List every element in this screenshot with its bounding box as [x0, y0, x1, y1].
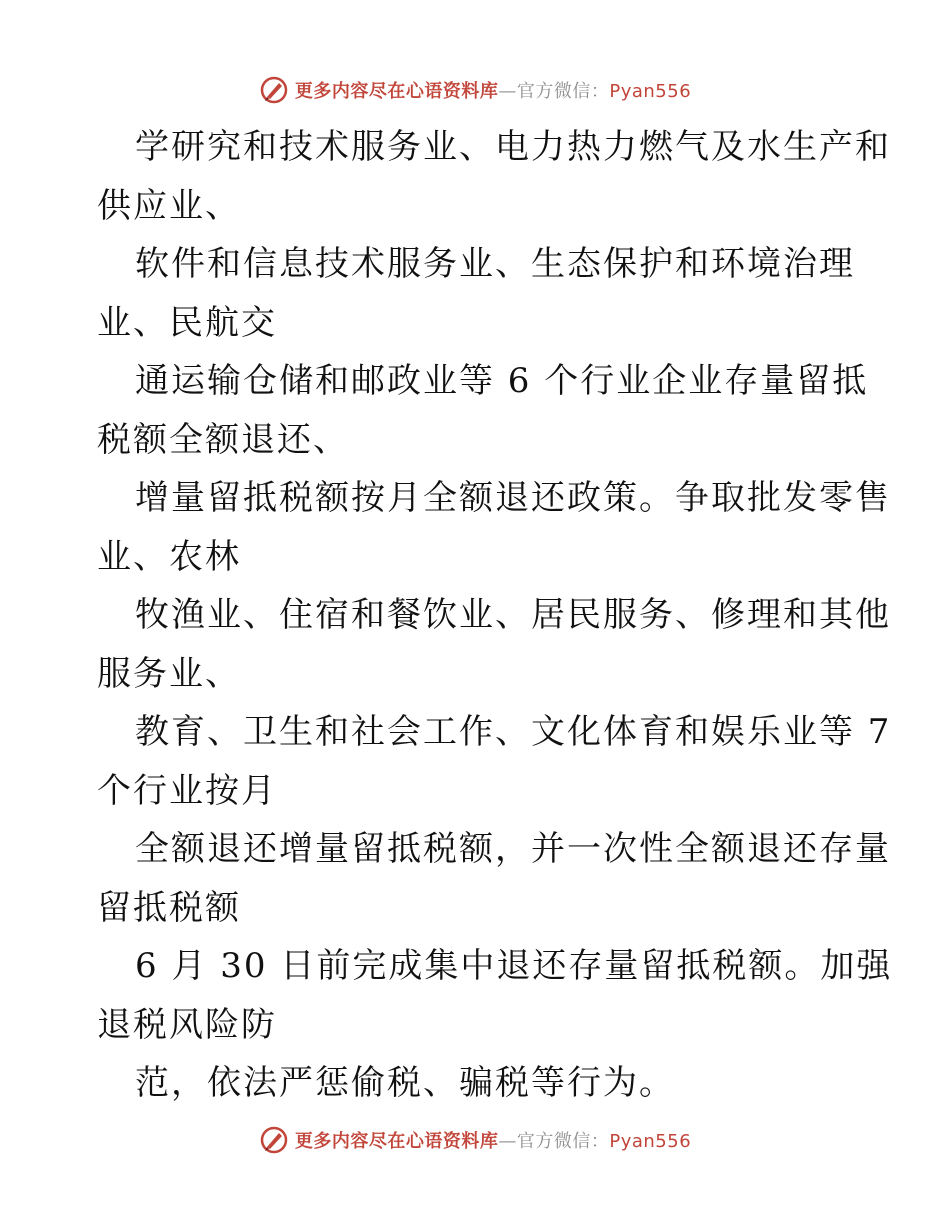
text-line: 退税风险防: [97, 1004, 277, 1045]
banner-main-text: 更多内容尽在心语资料库: [294, 81, 499, 102]
text-line: 范，依法严惩偷税、骗税等行为。: [135, 1063, 675, 1103]
text-line: 软件和信息技术服务业、生态保护和环境治理: [135, 244, 855, 284]
text-line: 业、农林: [97, 536, 241, 577]
text-line: 业、民航交: [97, 302, 277, 343]
banner-label: 官方微信：: [516, 81, 610, 102]
banner-text: [295, 1127, 691, 1153]
banner-separator: —: [498, 81, 517, 102]
banner-text: [295, 77, 691, 103]
banner-wechat-id: Pyan556: [609, 1131, 692, 1152]
text-line: 服务业、: [97, 653, 241, 694]
text-line: 通运输仓储和邮政业等 6 个行业企业存量留抵: [135, 361, 869, 401]
text-line: 教育、卫生和社会工作、文化体育和娱乐业等 7: [135, 712, 892, 752]
text-line: 税额全额退还、: [97, 419, 349, 460]
document-body: [97, 118, 893, 1113]
text-line: 增量留抵税额按月全额退还政策。争取批发零售: [135, 478, 891, 518]
pen-logo-icon: [259, 75, 289, 105]
text-line: 供应业、: [97, 185, 241, 226]
banner-wechat-id: Pyan556: [609, 81, 692, 102]
banner-label: 官方微信：: [516, 1131, 610, 1152]
pen-logo-icon: [259, 1125, 289, 1155]
text-line: 6 月 30 日前完成集中退还存量留抵税额。加强: [135, 946, 893, 986]
text-line: 全额退还增量留抵税额，并一次性全额退还存量: [135, 829, 891, 869]
text-line: 牧渔业、住宿和餐饮业、居民服务、修理和其他: [135, 595, 891, 635]
text-line: 学研究和技术服务业、电力热力燃气及水生产和: [135, 127, 891, 167]
banner-separator: —: [498, 1131, 517, 1152]
text-line: 留抵税额: [97, 887, 241, 928]
text-line: 个行业按月: [97, 770, 277, 811]
footer-banner: [0, 1122, 950, 1158]
header-banner: [0, 72, 950, 108]
banner-main-text: 更多内容尽在心语资料库: [294, 1131, 499, 1152]
